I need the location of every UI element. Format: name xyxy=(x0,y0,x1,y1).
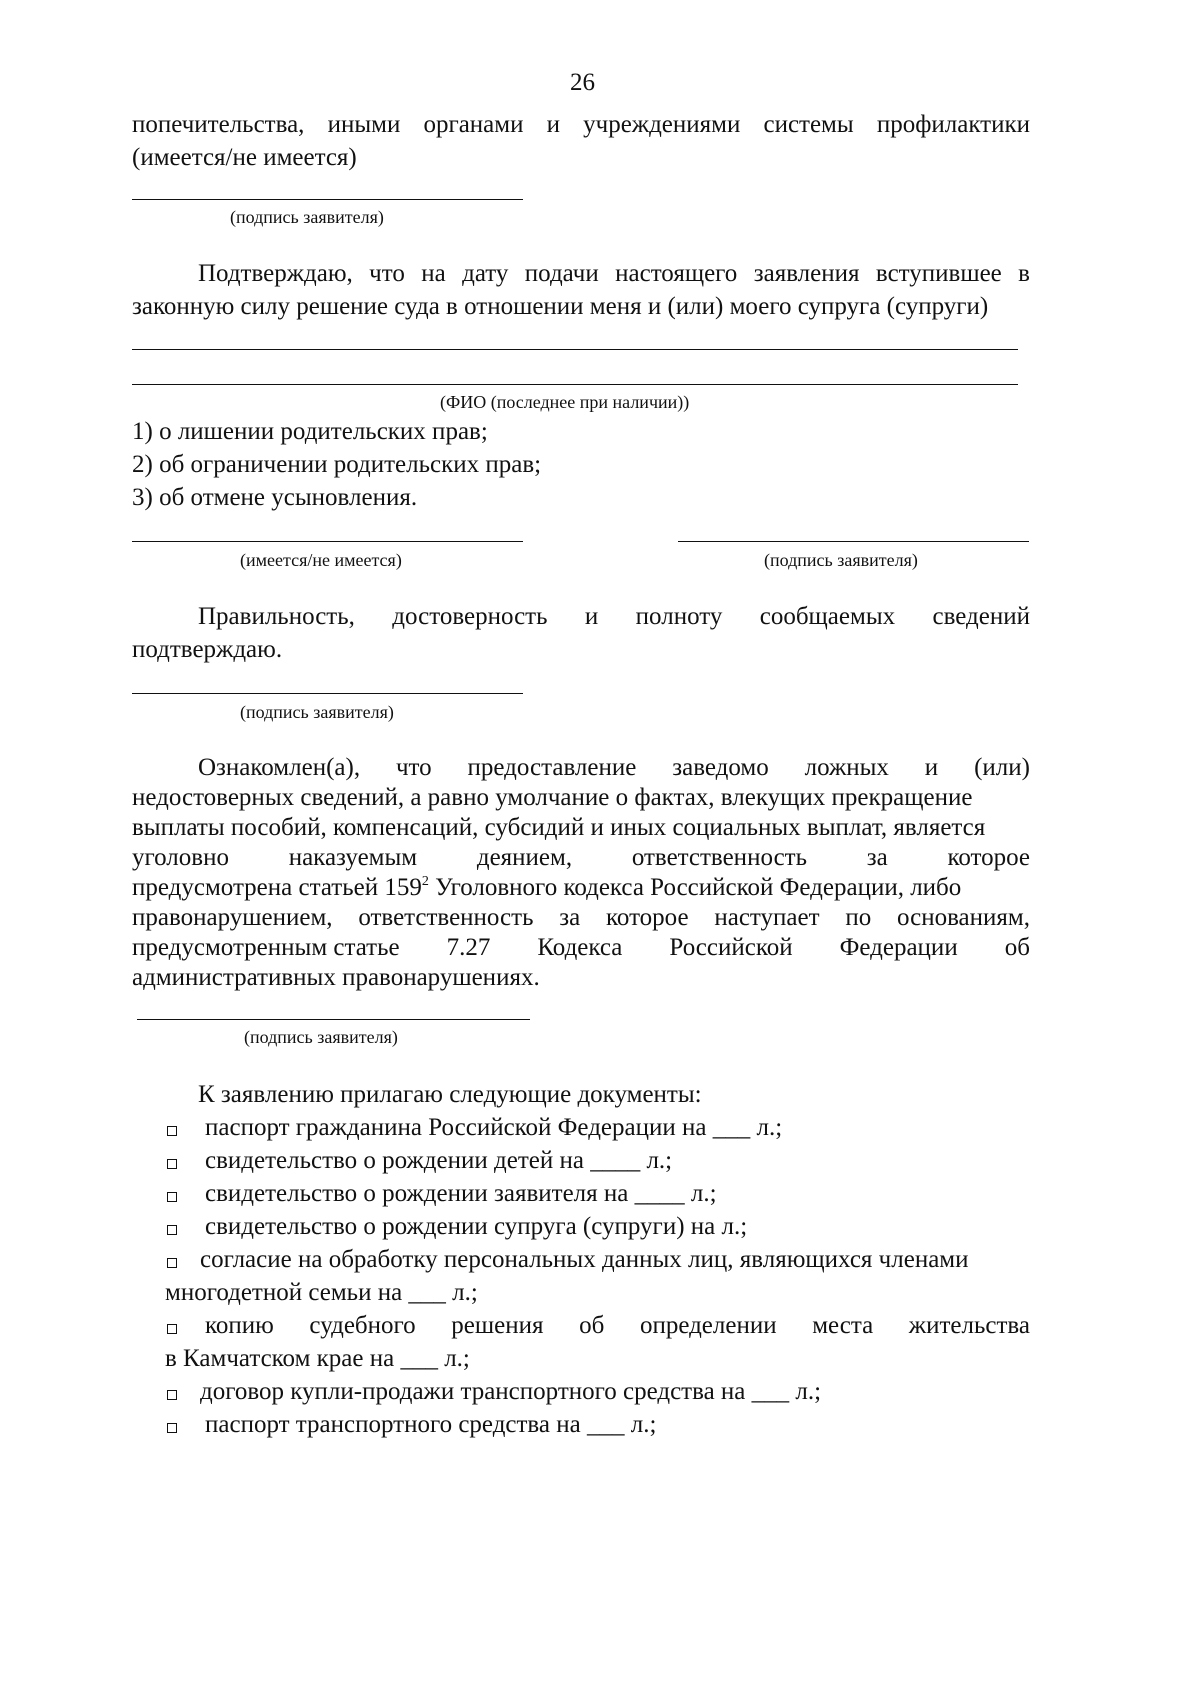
paragraph-line: недостоверных сведений, а равно умолчание о фактах, влекущих прекращение xyxy=(132,784,973,811)
word: об xyxy=(579,1312,605,1339)
paragraph-line xyxy=(132,903,1030,933)
paragraph-line xyxy=(132,933,1030,963)
paragraph-line: (имеется/не имеется) xyxy=(132,144,357,171)
availability-caption: (имеется/не имеется) xyxy=(240,550,402,570)
word: Правильность, xyxy=(198,603,355,630)
list-item: 1) о лишении родительских прав; xyxy=(132,418,488,445)
list-item: 2) об ограничении родительских прав; xyxy=(132,451,542,478)
checkbox[interactable] xyxy=(167,1159,177,1169)
attachment-item: договор купли-продажи транспортного средства на ___ л.; xyxy=(200,1378,822,1405)
statute-superscript: 2 xyxy=(421,874,429,889)
checkbox[interactable] xyxy=(167,1192,177,1202)
word: органами xyxy=(423,111,524,138)
word: Российской xyxy=(669,934,793,961)
word: сведений xyxy=(932,603,1030,630)
word: решения xyxy=(451,1312,544,1339)
fill-line xyxy=(132,541,523,542)
signature-caption: (подпись заявителя) xyxy=(230,207,384,227)
word: за xyxy=(866,844,888,871)
attachment-item: свидетельство о рождении заявителя на ____ л.; xyxy=(205,1180,717,1207)
paragraph-line: законную силу решение суда в отношении меня и (или) моего супруга (супруги) xyxy=(132,293,989,320)
attachment-item: свидетельство о рождении супруга (супруги) на л.; xyxy=(205,1213,748,1240)
signature-line xyxy=(132,693,523,694)
word: предусмотренным статье xyxy=(132,934,400,961)
word: ложных xyxy=(804,754,889,781)
attachment-item: свидетельство о рождении детей на ____ л.; xyxy=(205,1147,673,1174)
attachment-item: согласие на обработку персональных данных лиц, являющихся членами xyxy=(200,1246,969,1273)
attachment-item: паспорт гражданина Российской Федерации на ___ л.; xyxy=(205,1114,783,1141)
attachment-item: паспорт транспортного средства на ___ л.; xyxy=(205,1411,657,1438)
word: правонарушением, xyxy=(132,904,333,931)
paragraph-line xyxy=(132,873,961,903)
checkbox[interactable] xyxy=(167,1258,177,1268)
word: и xyxy=(584,603,599,630)
checkbox[interactable] xyxy=(167,1390,177,1400)
word: предоставление xyxy=(467,754,637,781)
word: и xyxy=(924,754,939,781)
list-item: 3) об отмене усыновления. xyxy=(132,484,418,511)
word: жительства xyxy=(908,1312,1030,1339)
checkbox[interactable] xyxy=(167,1324,177,1334)
statute-text-cont: Уголовного кодекса Российской Федерации, либо xyxy=(428,874,962,901)
word: Ознакомлен(а), xyxy=(198,754,361,781)
paragraph-line: подтверждаю. xyxy=(132,636,283,663)
signature-caption: (подпись заявителя) xyxy=(240,702,394,722)
word: наказуемым xyxy=(288,844,418,871)
attachment-item xyxy=(205,1311,1030,1341)
word: что xyxy=(395,754,432,781)
word: которое xyxy=(947,844,1030,871)
checkbox[interactable] xyxy=(167,1126,177,1136)
fill-line xyxy=(132,349,1018,350)
checkbox[interactable] xyxy=(167,1225,177,1235)
word: заявления xyxy=(753,260,860,287)
word: в xyxy=(1018,260,1030,287)
signature-line xyxy=(137,1019,530,1020)
word: наступает xyxy=(714,904,820,931)
paragraph-line xyxy=(132,843,1030,873)
paragraph-line: административных правонарушениях. xyxy=(132,964,540,991)
word: судебного xyxy=(309,1312,416,1339)
signature-caption: (подпись заявителя) xyxy=(244,1027,398,1047)
signature-line xyxy=(678,541,1029,542)
word: ответственность xyxy=(358,904,534,931)
paragraph-line: выплаты пособий, компенсаций, субсидий и иных социальных выплат, является xyxy=(132,814,986,841)
word: попечительства, xyxy=(132,111,305,138)
word: Подтверждаю, xyxy=(198,260,353,287)
attachments-heading: К заявлению прилагаю следующие документы: xyxy=(198,1081,702,1108)
word: на xyxy=(421,260,446,287)
word: иными xyxy=(327,111,401,138)
word: которое xyxy=(606,904,689,931)
word: деянием, xyxy=(476,844,573,871)
word: копию xyxy=(205,1312,274,1339)
word: определении xyxy=(639,1312,777,1339)
attachment-item-cont: многодетной семьи на ___ л.; xyxy=(165,1279,478,1306)
word: уголовно xyxy=(132,844,229,871)
word: места xyxy=(812,1312,874,1339)
word: настоящего xyxy=(615,260,738,287)
paragraph-line xyxy=(198,259,1030,289)
word: что xyxy=(369,260,405,287)
word: заведомо xyxy=(672,754,769,781)
word: (или) xyxy=(974,754,1030,781)
signature-caption: (подпись заявителя) xyxy=(764,550,918,570)
word: учреждениями xyxy=(583,111,741,138)
word: об xyxy=(1004,934,1030,961)
word: за xyxy=(559,904,581,931)
word: Федерации xyxy=(839,934,958,961)
word: сообщаемых xyxy=(759,603,896,630)
word: 7.27 xyxy=(446,934,491,961)
word: основаниям, xyxy=(896,904,1030,931)
paragraph-line xyxy=(198,753,1030,783)
attachment-item-cont: в Камчатском крае на ___ л.; xyxy=(165,1345,470,1372)
statute-text: предусмотрена статьей 159 xyxy=(132,874,422,901)
word: системы xyxy=(763,111,854,138)
word: Кодекса xyxy=(537,934,623,961)
word: ответственность xyxy=(631,844,807,871)
word: дату xyxy=(462,260,509,287)
word: и xyxy=(546,111,560,138)
paragraph-line xyxy=(198,602,1030,632)
word: подачи xyxy=(524,260,599,287)
word: достоверность xyxy=(392,603,548,630)
checkbox[interactable] xyxy=(167,1423,177,1433)
page-number: 26 xyxy=(570,69,595,96)
fio-caption: (ФИО (последнее при наличии)) xyxy=(440,392,690,412)
word: вступившее xyxy=(875,260,1002,287)
word: по xyxy=(845,904,872,931)
paragraph-line xyxy=(132,110,1030,140)
signature-line xyxy=(132,199,523,200)
word: профилактики xyxy=(876,111,1030,138)
fill-line xyxy=(132,384,1018,385)
word: полноту xyxy=(635,603,723,630)
